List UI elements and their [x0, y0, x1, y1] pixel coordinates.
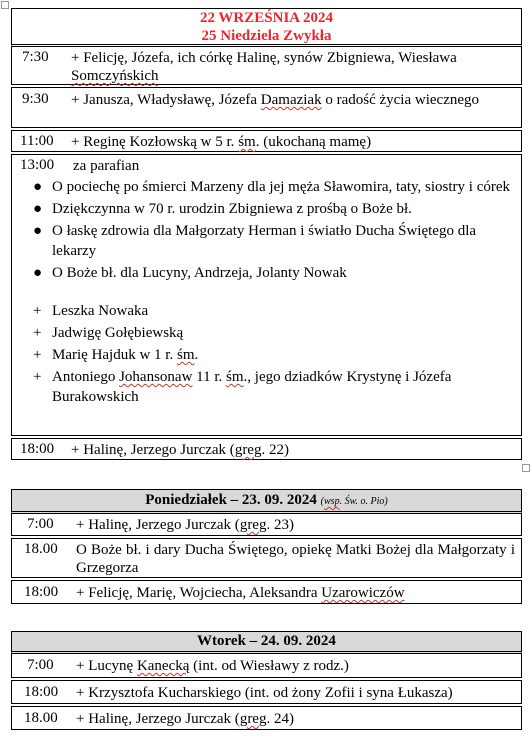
list-item: [12, 367, 521, 407]
bullet-icon: ●: [33, 179, 43, 195]
mass-intention-underlined: greg: [234, 442, 262, 458]
monday-header-title: Poniedziałek – 23. 09. 2024: [145, 492, 321, 508]
mass-title: za parafian: [73, 158, 140, 174]
list-item: [12, 199, 521, 219]
mass-row: [11, 47, 522, 85]
mass-time: 9:30: [22, 91, 49, 107]
list-item: [12, 263, 521, 283]
mass-row: [11, 438, 522, 460]
mass-intention: + Krzysztofa Kucharskiego (int. od żony Zofii i syna Łukasza): [76, 685, 453, 701]
tuesday-table: [11, 631, 522, 730]
mass-intention-underlined: Damaziak: [260, 92, 322, 108]
mass-row: [11, 580, 522, 604]
monday-header: [11, 490, 522, 514]
mass-intention: + Halinę, Jerzego Jurczak (: [76, 711, 240, 727]
list-item-text: Dziękczynna w 70 r. urodzin Zbigniewa z prośbą o Boże bł.: [52, 201, 412, 217]
tuesday-header: [11, 632, 522, 654]
list-item-text: Marię Hajduk w 1 r.: [52, 347, 177, 363]
bullet-icon: ●: [33, 223, 43, 239]
mass-intention-end: . (ukochaną mamę): [255, 134, 372, 150]
plus-icon: +: [33, 325, 42, 341]
mass-intention-underlined: greg: [239, 711, 267, 727]
monday-table: [11, 489, 522, 604]
mass-intention-end: . 24): [266, 711, 294, 727]
mass-row: [11, 154, 522, 436]
mass-intention-underlined: śm: [238, 134, 256, 150]
list-item-text: O łaskę zdrowia dla Małgorzaty Herman i światło Ducha Świętego dla lekarzy: [52, 223, 477, 259]
list-item: [12, 345, 521, 365]
plus-list: [12, 301, 521, 407]
list-item-end: ., jego dziadków Krystynę i Józefa Burakowskich: [52, 369, 452, 405]
list-item-text: Jadwigę Gołębiewską: [52, 325, 184, 341]
mass-intention: + Janusza, Władysławę, Józefa: [71, 92, 261, 108]
list-item: [12, 177, 521, 197]
sunday-subtitle: 25 Niedziela Zwykła: [201, 28, 332, 44]
mass-intention: + Halinę, Jerzego Jurczak (: [76, 517, 240, 533]
mass-row: [11, 680, 522, 704]
mass-time: 7:30: [22, 49, 49, 65]
mass-time: 7:00: [27, 516, 54, 532]
mass-intention-end: (int. od Wiesławy z rodz.): [189, 658, 349, 674]
mass-intention: + Felicję, Józefa, ich córkę Halinę, synów Zbigniewa, Wiesława: [71, 50, 457, 66]
list-item-underlined-2: śm: [226, 369, 244, 385]
mass-intention: + Halinę, Jerzego Jurczak (: [71, 442, 235, 458]
list-item-text: O pociechę po śmierci Marzeny dla jej męża Sławomira, taty, siostry i córek: [52, 179, 511, 195]
sunday-table: [11, 8, 522, 460]
header-note: (: [320, 496, 325, 507]
list-item-underlined: śm: [176, 347, 195, 363]
list-item-mid: 11 r.: [192, 369, 227, 385]
mass-time: 18.00: [24, 541, 58, 557]
mass-row: [11, 706, 522, 730]
mass-time: 11:00: [20, 133, 54, 149]
list-item: [12, 323, 521, 343]
mass-intention-end: . 22): [261, 442, 289, 458]
mass-time: 18:00: [24, 584, 59, 600]
mass-intention-underlined: Uzarowiczów: [321, 585, 405, 601]
list-item-underlined: Johansonaw: [119, 369, 193, 385]
mass-intention: O Boże bł. i dary Ducha Świętego, opiekę Matki Bożej dla Małgorzaty i Grzegorza: [76, 542, 515, 576]
table-resize-handle[interactable]: [522, 464, 530, 472]
tuesday-header-title: Wtorek – 24. 09. 2024: [197, 633, 336, 649]
plus-icon: +: [33, 303, 42, 319]
mass-row: [11, 514, 522, 536]
mass-time: 18:00: [20, 441, 55, 457]
list-item: [12, 301, 521, 321]
list-item-end: .: [194, 347, 199, 363]
mass-intention: + Lucynę: [76, 658, 137, 674]
mass-intention-underlined: Kanecką: [136, 658, 190, 674]
mass-intention-end: o radość życia wiecznego: [321, 92, 480, 108]
table-move-handle[interactable]: [1, 1, 9, 9]
bullet-list: [12, 177, 521, 283]
list-item-text: Leszka Nowaka: [52, 303, 149, 319]
sunday-date: 22 WRZEŚNIA 2024: [199, 10, 334, 26]
mass-intention-end: . 23): [266, 517, 294, 533]
sunday-header: [11, 9, 522, 47]
mass-time: 18.00: [24, 710, 58, 726]
mass-intention: + Felicję, Marię, Wojciecha, Aleksandra: [76, 585, 322, 601]
mass-row: [11, 87, 522, 128]
mass-row: [11, 538, 522, 578]
mass-row: [11, 654, 522, 678]
header-note-underlined: wsp: [324, 496, 340, 507]
header-note-end: . Św. o. Pio): [339, 496, 388, 507]
mass-row: [11, 130, 522, 152]
bullet-icon: ●: [33, 265, 43, 281]
bullet-icon: ●: [33, 201, 43, 217]
list-item: [12, 221, 521, 261]
mass-time: 18:00: [24, 684, 59, 700]
plus-icon: +: [33, 347, 42, 363]
mass-intention-underlined: Somczyńskich: [71, 68, 159, 84]
mass-intention-underlined: greg: [239, 517, 267, 533]
list-item-text: Antoniego: [52, 369, 120, 385]
plus-icon: +: [33, 369, 42, 385]
list-item-text: O Boże bł. dla Lucyny, Andrzeja, Jolanty Nowak: [52, 265, 347, 281]
mass-intention: + Reginę Kozłowską w 5 r.: [71, 134, 239, 150]
mass-time: 7:00: [27, 657, 54, 673]
mass-time: 13:00: [20, 157, 55, 173]
